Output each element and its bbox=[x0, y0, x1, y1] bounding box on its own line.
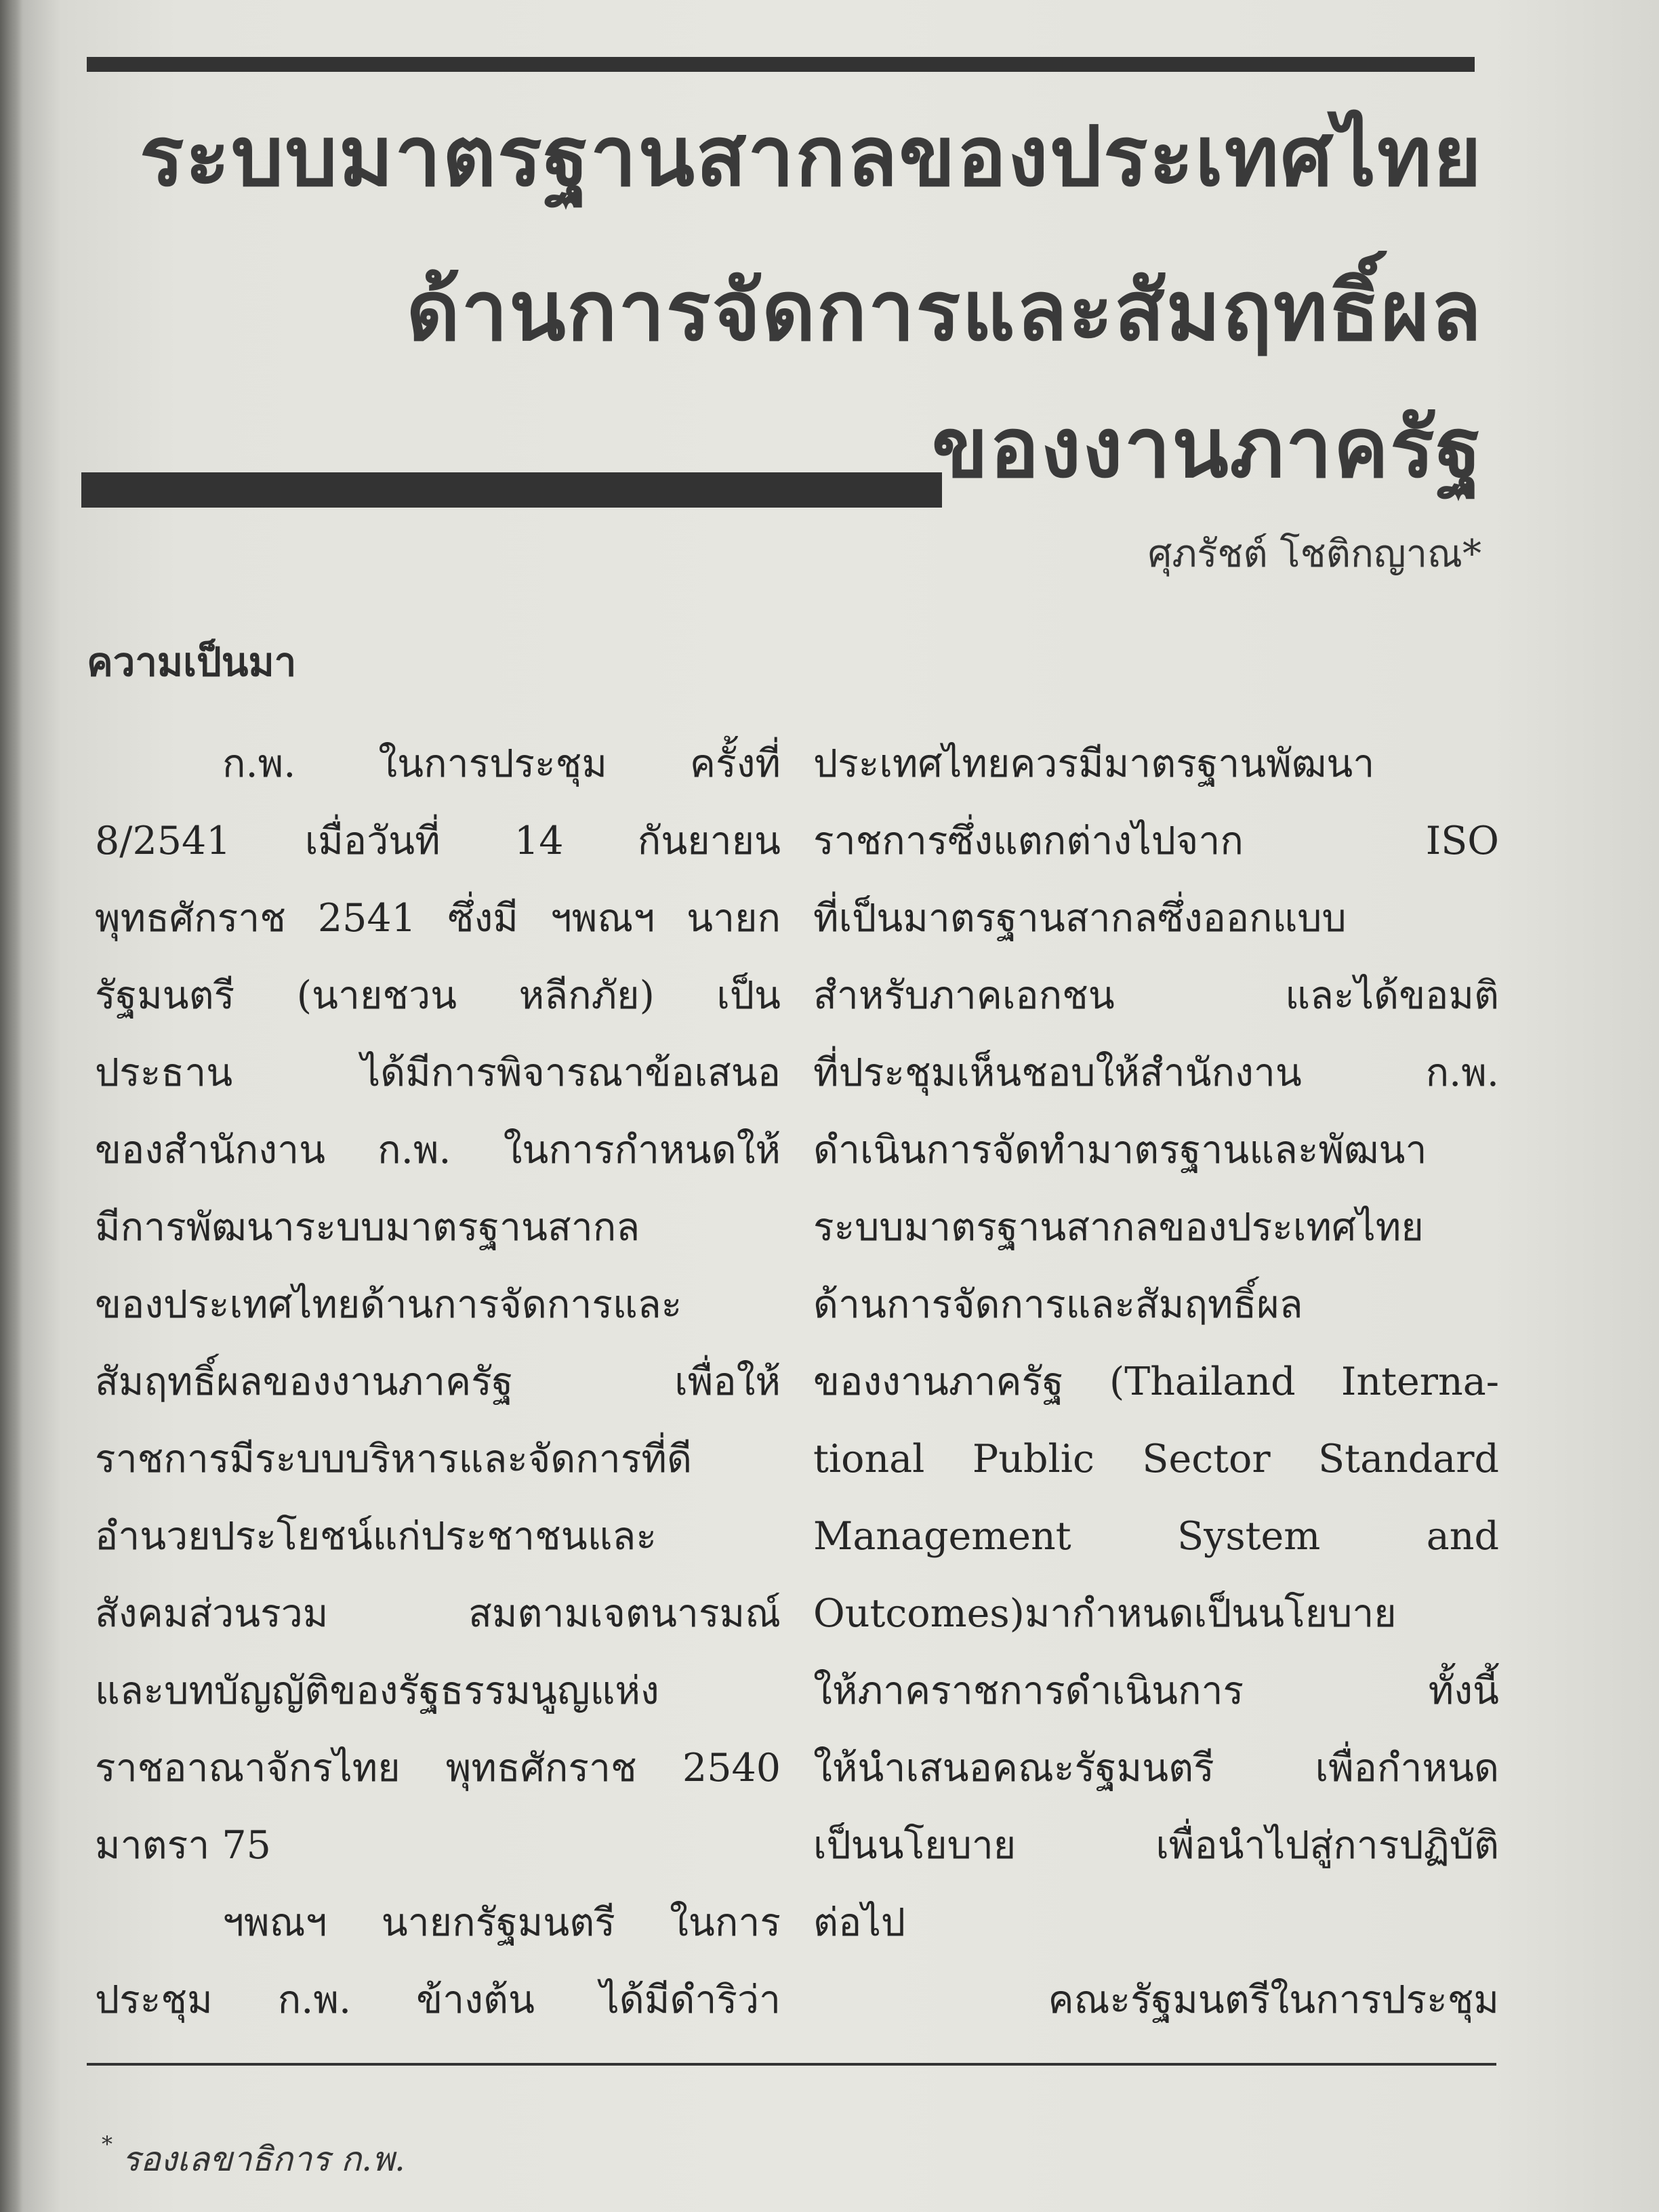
body-line: สัมฤทธิ์ผลของงานภาครัฐ เพื่อให้ bbox=[95, 1359, 781, 1404]
body-line: ด้านการจัดการและสัมฤทธิ์ผล bbox=[813, 1282, 1303, 1327]
body-line: ประธาน ได้มีการพิจารณาข้อเสนอ bbox=[95, 1050, 781, 1095]
body-line: อำนวยประโยชน์แก่ประชาชนและ bbox=[95, 1514, 657, 1559]
body-line: ของสำนักงาน ก.พ. ในการกำหนดให้ bbox=[95, 1128, 781, 1172]
body-line: คณะรัฐมนตรีในการประชุม bbox=[1048, 1978, 1499, 2022]
body-line: มาตรา 75 bbox=[95, 1823, 271, 1868]
body-line: ให้นำเสนอคณะรัฐมนตรี เพื่อกำหนด bbox=[813, 1746, 1499, 1790]
body-line: เป็นนโยบาย เพื่อนำไปสู่การปฏิบัติ bbox=[813, 1823, 1499, 1868]
body-line: ของประเทศไทยด้านการจัดการและ bbox=[95, 1282, 682, 1327]
title-line-1: ระบบมาตรฐานสากลของประเทศไทย bbox=[140, 108, 1483, 205]
body-line: ที่เป็นมาตรฐานสากลซึ่งออกแบบ bbox=[813, 896, 1347, 941]
body-line: tional Public Sector Standard bbox=[813, 1437, 1499, 1481]
top-rule bbox=[87, 57, 1475, 72]
body-line: ดำเนินการจัดทำมาตรฐานและพัฒนา bbox=[813, 1128, 1427, 1172]
body-line: ประเทศไทยควรมีมาตรฐานพัฒนา bbox=[813, 741, 1375, 786]
footnote bbox=[102, 2131, 405, 2179]
section-heading: ความเป็นมา bbox=[87, 639, 297, 685]
body-line: ที่ประชุมเห็นชอบให้สำนักงาน ก.พ. bbox=[813, 1050, 1499, 1095]
body-line: รัฐมนตรี (นายชวน หลีกภัย) เป็น bbox=[95, 973, 781, 1018]
body-line: Outcomes)มากำหนดเป็นนโยบาย bbox=[813, 1591, 1397, 1636]
title-rule bbox=[81, 472, 942, 508]
title-line-3: ของงานภาครัฐ bbox=[931, 400, 1483, 496]
body-line: พุทธศักราช 2541 ซึ่งมี ฯพณฯ นายก bbox=[95, 896, 781, 941]
right-column bbox=[813, 725, 1499, 2039]
body-line: ต่อไป bbox=[813, 1900, 906, 1945]
body-line: Management System and bbox=[813, 1514, 1499, 1559]
body-line: 8/2541 เมื่อวันที่ 14 กันยายน bbox=[95, 819, 781, 863]
body-line: ให้ภาคราชการดำเนินการ ทั้งนี้ bbox=[813, 1668, 1499, 1713]
footnote-text: รองเลขาธิการ ก.พ. bbox=[122, 2139, 405, 2179]
title-line-2: ด้านการจัดการและสัมฤทธิ์ผล bbox=[406, 263, 1483, 359]
body-line: ราชการซึ่งแตกต่างไปจาก ISO bbox=[813, 819, 1499, 863]
body-line: มีการพัฒนาระบบมาตรฐานสากล bbox=[95, 1205, 640, 1250]
footnote-mark: * bbox=[102, 2131, 112, 2157]
left-column bbox=[95, 725, 781, 2039]
body-line: สังคมส่วนรวม สมตามเจตนารมณ์ bbox=[95, 1591, 781, 1636]
body-line: ราชการมีระบบบริหารและจัดการที่ดี bbox=[95, 1437, 693, 1481]
body-line: ฯพณฯ นายกรัฐมนตรี ในการ bbox=[222, 1900, 781, 1945]
footnote-rule bbox=[87, 2063, 1496, 2066]
body-line: สำหรับภาคเอกชน และได้ขอมติ bbox=[813, 973, 1499, 1018]
body-line: ก.พ. ในการประชุม ครั้งที่ bbox=[222, 741, 781, 786]
author-name: ศุภรัชต์ โชติกญาณ* bbox=[1147, 532, 1481, 576]
page-binding-shadow bbox=[0, 0, 23, 2212]
body-line: ระบบมาตรฐานสากลของประเทศไทย bbox=[813, 1205, 1424, 1250]
body-line: และบทบัญญัติของรัฐธรรมนูญแห่ง bbox=[95, 1668, 659, 1713]
body-line: ของงานภาครัฐ (Thailand Interna- bbox=[813, 1359, 1499, 1404]
body-line: ราชอาณาจักรไทย พุทธศักราช 2540 bbox=[95, 1746, 781, 1790]
body-line: ประชุม ก.พ. ข้างต้น ได้มีดำริว่า bbox=[95, 1978, 781, 2022]
